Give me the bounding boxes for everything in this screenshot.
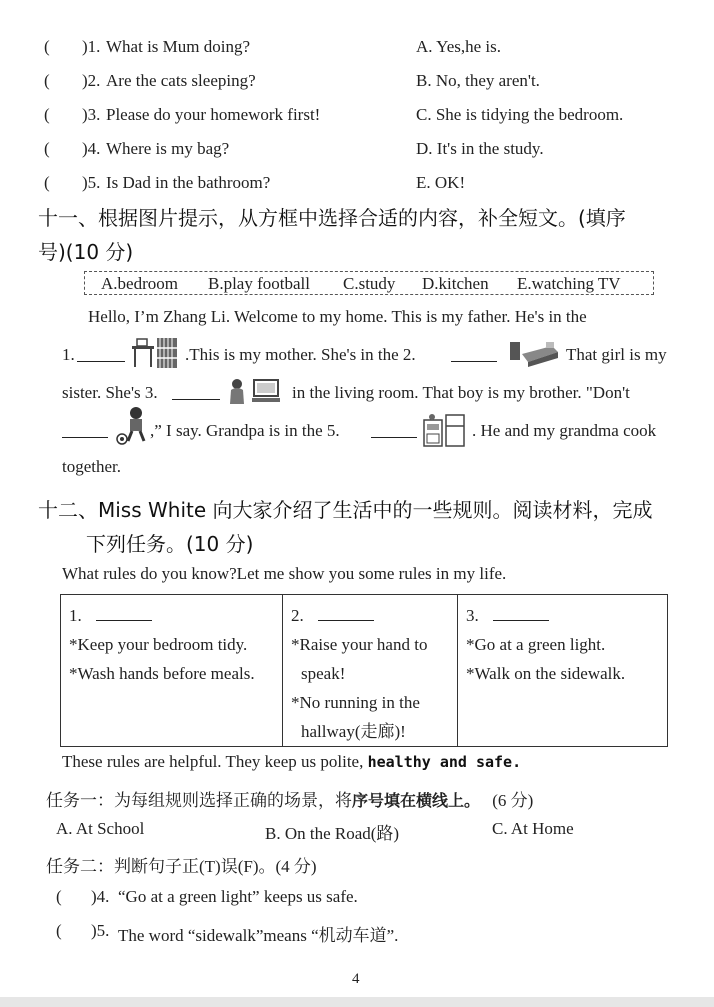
paren-open: ( [56,921,62,940]
study-icon [131,336,181,370]
rule-item: *Keep your bedroom tidy. [69,635,248,654]
task-2-statement: The word “sidewalk”means “机动车道”. [118,926,399,945]
task-1-score: (6 分) [492,791,534,810]
answer-blank-table-3[interactable] [493,606,549,621]
paren-open: ( [44,173,50,192]
option-e: E.watching TV [517,274,621,293]
question-text: Where is my bag? [106,139,230,158]
page-bottom-strip [0,997,714,1007]
task-1-prefix: 任务一：为每组规则选择正确的场景，将 [46,791,352,810]
passage-line-4-end: . He and my grandma cook [472,421,657,440]
watching-tv-icon [226,374,282,408]
passage-line-4: ,” I say. Grandpa is in the 5. [150,421,340,440]
section-12-title-cont: 下列任务。(10 分) [86,532,254,556]
bedroom-icon [508,336,560,368]
rule-item: *Go at a green light. [466,635,606,654]
paren-open: ( [44,139,50,158]
conclusion-text: These rules are helpful. They keep us polite, [62,752,364,771]
rule-item: *Raise your hand to speak! [291,635,428,683]
question-number: )2. [82,71,101,90]
question-number: )4. [91,887,110,906]
question-number: )5. [91,921,110,940]
task-2-statement: “Go at a green light” keeps us safe. [118,887,358,906]
task-1-title [46,786,533,811]
answer-blank-table-1[interactable] [96,606,152,621]
passage-line-1: Hello, I’m Zhang Li. Welcome to my home. This is my father. He's in the [88,307,587,326]
passage-line-5: together. [62,457,122,476]
section-11-title-cont: 号)(10 分) [38,240,134,264]
play-football-icon [114,405,150,445]
option-d: D.kitchen [422,274,489,293]
task-1-bold: 序号填在横线上。 [352,791,481,810]
rules-cell-2 [283,595,458,747]
question-text: Please do your homework first! [106,105,321,124]
cell-number: 2. [291,606,304,625]
rules-cell-1 [61,595,283,747]
task-1-option-b: B. On the Road(路) [265,824,400,843]
passage-line-3-end: in the living room. That boy is my brother. "Don't [292,383,630,402]
cell-number: 1. [69,606,82,625]
option-a: A.bedroom [101,274,178,293]
blank-1-number: 1. [62,345,75,364]
option-box [84,271,654,295]
task-1-option-a: A. At School [56,819,145,838]
conclusion-bold: healthy and safe. [367,753,522,771]
answer-option: E. OK! [416,173,466,192]
option-c: C.study [343,274,396,293]
paren-open: ( [44,105,50,124]
answer-blank-1[interactable] [77,347,125,362]
rules-table [60,594,668,747]
section-12-intro: What rules do you know?Let me show you some rules in my life. [62,564,507,583]
paren-open: ( [44,37,50,56]
passage-line-2-end: That girl is my [566,345,667,364]
passage-line-2: .This is my mother. She's in the 2. [185,345,416,364]
answer-blank-3[interactable] [172,385,220,400]
answer-option: C. She is tidying the bedroom. [416,105,624,124]
question-text: What is Mum doing? [106,37,251,56]
question-number: )1. [82,37,101,56]
question-text: Are the cats sleeping? [106,71,256,90]
conclusion [62,752,521,772]
question-number: )5. [82,173,101,192]
rule-item: *No running in the hallway(走廊)! [291,693,420,741]
question-number: )3. [82,105,101,124]
answer-blank-4[interactable] [62,423,108,438]
question-number: )4. [82,139,101,158]
answer-blank-5[interactable] [371,423,417,438]
section-11-title: 十一、根据图片提示，从方框中选择合适的内容，补全短文。(填序 [38,206,626,230]
passage-line-3: sister. She's 3. [62,383,158,402]
task-2-title: 任务二：判断句子正(T)误(F)。(4 分) [46,857,317,876]
option-b: B.play football [208,274,310,293]
paren-open: ( [44,71,50,90]
kitchen-icon [422,412,468,448]
answer-option: B. No, they aren't. [416,71,540,90]
task-1-option-c: C. At Home [492,819,574,838]
answer-blank-2[interactable] [451,347,497,362]
answer-option: A. Yes,he is. [416,37,502,56]
cell-number: 3. [466,606,479,625]
paren-open: ( [56,887,62,906]
section-12-title: 十二、Miss White 向大家介绍了生活中的一些规则。阅读材料，完成 [38,498,653,522]
question-text: Is Dad in the bathroom? [106,173,271,192]
answer-option: D. It's in the study. [416,139,544,158]
page-number: 4 [352,971,360,987]
rule-item: *Walk on the sidewalk. [466,664,626,683]
answer-blank-table-2[interactable] [318,606,374,621]
rules-cell-3 [458,595,668,747]
rule-item: *Wash hands before meals. [69,664,255,683]
